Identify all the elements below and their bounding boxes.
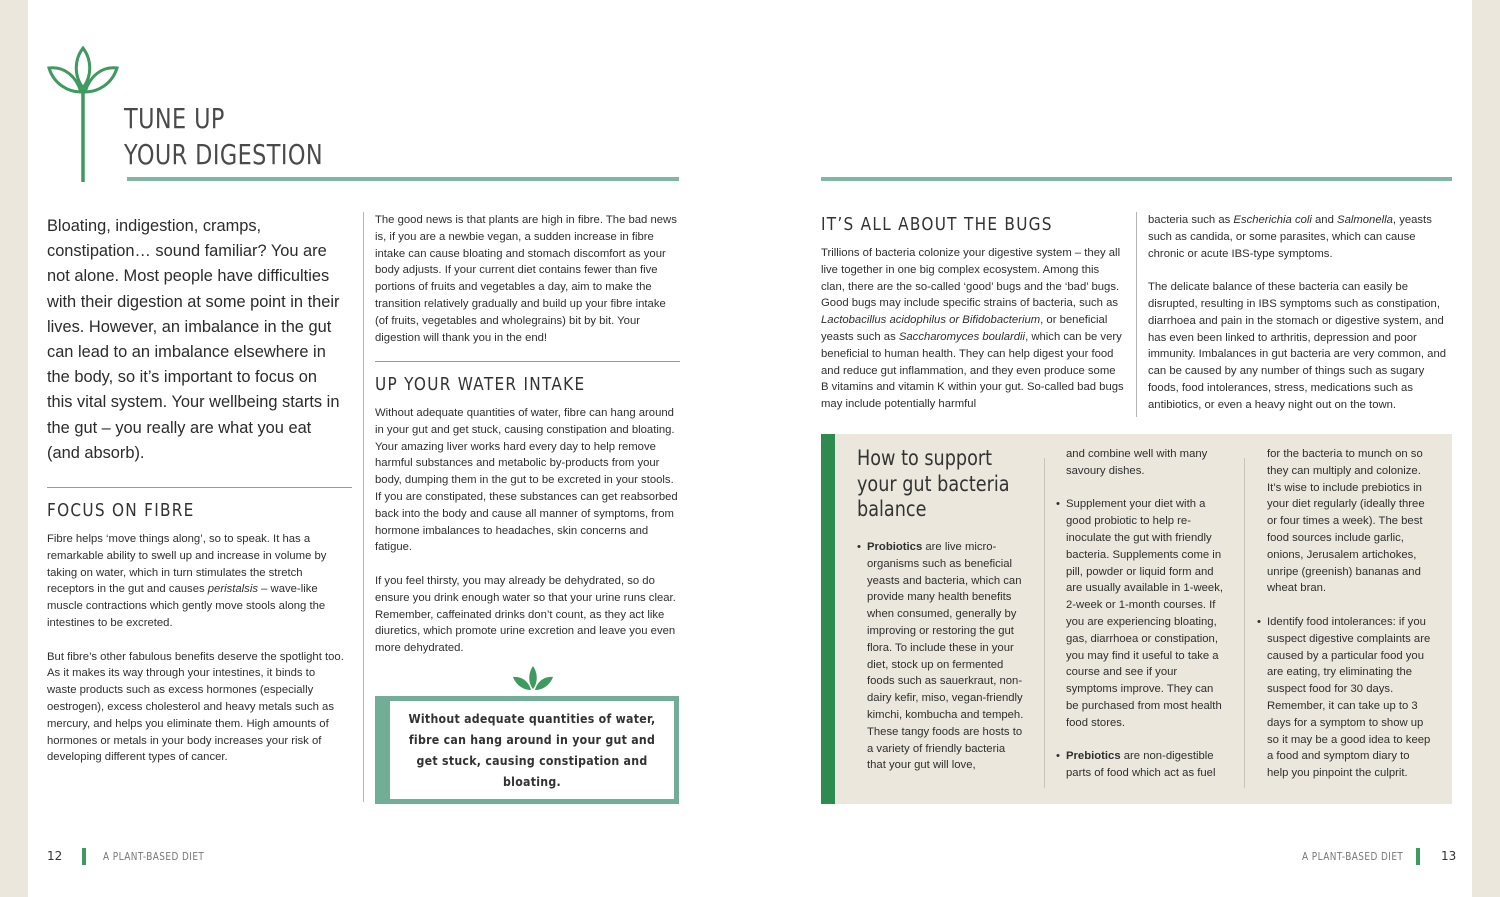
panel-column-3: for the bacteria to munch on so they can multiply and colonize. It’s wise to include prebiotics in your diet regularly (ideally three or four times a week). The best food sources include garlic, onions, Jerusalem artichokes, unripe (greenish) bananas and wheat bran. • Identify food intolerances: if you suspect digestive complaints are caused by a particular food you are eating, try eliminating the suspect food for 30 days. Remember, it can take up to 3 days for a symptom to show up so it may be a good idea to keep a food and symptom diary to help you pinpoint the culprit. [1257, 446, 1432, 782]
balance-paragraph: The delicate balance of these bacteria can easily be disrupted, resulting in IBS symptoms such as constipation, diarrhoea and pain in the stomach or digestive system, and has even been linked to arthritis, depression and poor immunity. Imbalances in gut bacteria are very common, and can be caused by any number of things such as sugary foods, food intolerances, stress, medications such as antibiotics, or even a heavy night out on the town. [1148, 281, 1447, 411]
fibre-paragraph-2: But fibre’s other fabulous benefits deserve the spotlight too. As it makes its way through your intestines, it binds to waste products such as excess hormones (especially oestrogen), excess cholesterol and heavy metals such as mercury, and helps you eliminate them. High amounts of hormones or metals in your body increases your risk of developing different types of cancer. [47, 650, 344, 764]
section-divider [375, 361, 680, 362]
column-divider [47, 487, 352, 488]
column-rule [1136, 212, 1137, 417]
title-rule [127, 177, 679, 181]
fibre-paragraph-1: Fibre helps ‘move things along’, so to speak. It has a remarkable ability to swell up and increase in volume by taking on water, which in turn stimulates the stretch receptors in the gut and causes peristalsis – wave-like muscle contractions which gently move stools along the intestines to be excreted. [47, 533, 327, 629]
footer-bar [82, 848, 86, 865]
gut-bacteria-panel [821, 434, 1452, 804]
list-item: • Identify food intolerances: if you suspect digestive complaints are caused by a particular food you are eating, try eliminating the suspect food for 30 days. Remember, it can take up to 3 days for a symptom to show up so it may be a good idea to keep a food and symptom diary to help you pinpoint the culprit. [1257, 614, 1432, 782]
panel-column-rule [1044, 458, 1045, 788]
water-intake-heading: UP YOUR WATER INTAKE [375, 374, 586, 395]
panel-column-2: and combine well with many savoury dishes. • Supplement your diet with a good probiotic to help re-inoculate the gut with friendly bacteria. Supplements come in pill, powder or liquid form and are usually available in 1-week, 2-week or 1-month courses. If you are experiencing bloating, gas, diarrhoea or constipation, you may find it useful to take a course and see if your symptoms improve. They can be purchased from most health food stores. • Prebiotics are non-digestible parts of food which act as fuel [1056, 446, 1226, 782]
leaf-icon [512, 665, 554, 691]
list-item: • Prebiotics are non-digestible parts of food which act as fuel [1056, 748, 1226, 782]
intro-paragraph: Bloating, indigestion, cramps, constipation… sound familiar? You are not alone. Most people have difficulties with their digestion at some point in their lives. However, an imbalance in the gut can lead to an imbalance elsewhere in the body, so it’s important to focus on this vital system. Your wellbeing starts in the gut – you really are what you eat (and absorb). [47, 217, 340, 462]
list-item: • Supplement your diet with a good probiotic to help re-inoculate the gut with friendly bacteria. Supplements come in pill, powder or liquid form and are usually available in 1-week, 2-week or 1-month courses. If you are experiencing bloating, gas, diarrhoea or constipation, you may find it useful to take a course and see if your symptoms improve. They can be purchased from most health food stores. [1056, 496, 1226, 731]
left-page [28, 0, 750, 897]
bugs-continued: bacteria such as Escherichia coli and Salmonella, yeasts such as candida, or some parasites, which can cause chronic or acute IBS-type symptoms. The delicate balance of these bacteria can easily be disrupted, resulting in IBS symptoms such as constipation, diarrhoea and pain in the stomach or digestive system, and has even been linked to arthritis, depression and poor immunity. Imbalances in gut bacteria are very common, and can be caused by any number of things such as sugary foods, food intolerances, stress, medications such as antibiotics, or even a heavy night out on the town. [1148, 212, 1453, 414]
column-rule [363, 212, 364, 802]
pull-quote-box [375, 696, 679, 804]
bugs-body: Trillions of bacteria colonize your digestive system – they all live together in one big complex ecosystem. Among this clan, there are the so-called ‘good’ bugs and the ‘bad’ bugs. Good bugs may include specific strains of bacteria, such as Lactobacillus acidophilus or Bifidobacterium, or beneficial yeasts such as Saccharomyces boulardii, which can be very beneficial to human health. They can help digest your food and reduce gut inflammation, and they even produce some B vitamins and vitamin K within your gut. So-called bad bugs may include potentially harmful [821, 247, 1124, 411]
panel-column-1 [857, 539, 1027, 774]
right-page [750, 0, 1472, 897]
pull-quote: Without adequate quantities of water, fibre can hang around in your gut and get stuck, causing constipation and bloating. [408, 711, 656, 789]
running-footer: A PLANT-BASED DIET [1302, 851, 1404, 863]
water-paragraph-1: Without adequate quantities of water, fibre can hang around in your gut and get stuck, causing constipation and bloating. Your amazing liver works hard every day to help remove harmful substances and metabolic by-products from your body, dumping them in the gut to be excreted in your stools. If you are constipated, these substances can get reabsorbed back into the body and cause all manner of symptoms, from hormone imbalances to headaches, skin concerns and fatigue. [375, 407, 678, 554]
good-news-paragraph: The good news is that plants are high in fibre. The bad news is, if you are a newbie vegan, a sudden increase in fibre intake can cause bloating and stomach discomfort as your body adjusts. If your current diet contains fewer than five portions of fruits and vegetables a day, aim to make the transition relatively gradually and build up your fibre intake (of fruits, vegetables and wholegrains) bit by bit. Your digestion will thank you in the end! [375, 214, 677, 344]
page-number: 12 [47, 849, 63, 863]
water-paragraph-2: If you feel thirsty, you may already be dehydrated, so do ensure you drink enough water so that your urine runs clear. Remember, caffeinated drinks don’t count, as they act like diuretics, which promote urine excretion and leave you even more dehydrated. [375, 574, 676, 655]
focus-on-fibre-heading: FOCUS ON FIBRE [47, 500, 195, 521]
list-item: • Probiotics are live micro-organisms such as beneficial yeasts and bacteria, which can provide many health benefits when consumed, generally by improving or restoring the gut flora. To include these in your diet, stock up on fermented foods such as sauerkraut, non-dairy kefir, miso, vegan-friendly kimchi, kombucha and tempeh. These tangy foods are hosts to a variety of friendly bacteria that your gut will love, [857, 539, 1027, 774]
page-title: TUNE UP YOUR DIGESTION [124, 102, 324, 171]
panel-title: How to support your gut bacteria balance [857, 446, 1010, 522]
panel-accent-bar [821, 434, 835, 804]
focus-on-fibre-body [47, 531, 347, 766]
bugs-heading: IT’S ALL ABOUT THE BUGS [821, 214, 1053, 235]
title-rule [821, 177, 1452, 181]
running-footer: A PLANT-BASED DIET [103, 851, 205, 863]
water-intake-body [375, 405, 680, 657]
footer-bar [1416, 848, 1420, 865]
page-number: 13 [1441, 849, 1457, 863]
sprout-icon [46, 46, 120, 184]
panel-column-rule [1244, 458, 1245, 788]
